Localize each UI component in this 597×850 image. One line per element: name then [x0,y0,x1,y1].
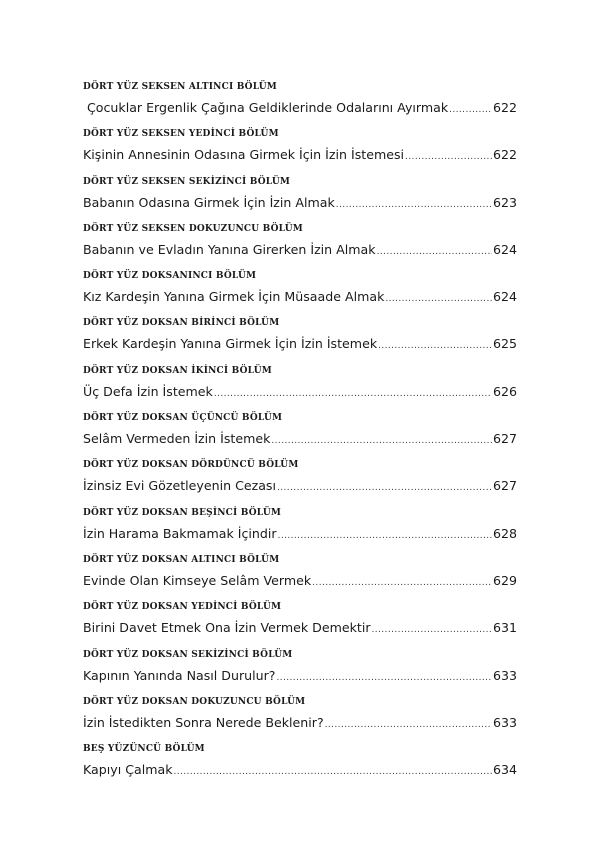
toc-entry [83,222,517,269]
toc-entry [83,80,517,127]
page-number: 627 [492,478,517,494]
chapter-title: Birini Davet Etmek Ona İzin Vermek Demektir [83,620,371,636]
page-number: 633 [492,667,517,683]
toc-line[interactable] [83,476,517,496]
toc-line[interactable] [83,618,517,638]
page-number: 629 [492,572,517,588]
toc-line[interactable] [83,240,517,260]
toc-entry [83,695,517,742]
dot-leader [385,289,492,309]
dot-leader [336,195,492,215]
dot-leader [372,620,492,640]
chapter-title: Selâm Vermeden İzin İstemek [83,431,271,447]
chapter-heading: DÖRT YÜZ DOKSAN İKİNCİ BÖLÜM [83,365,272,376]
chapter-heading: DÖRT YÜZ DOKSAN BEŞİNCİ BÖLÜM [83,507,282,518]
dot-leader [312,573,492,593]
chapter-title: Üç Defa İzin İstemek [83,383,213,399]
chapter-title: Kişinin Annesinin Odasına Girmek İçin İzin İstemesi [83,147,405,163]
page-number: 622 [492,100,517,115]
chapter-title: Kapının Yanında Nasıl Durulur? [83,667,276,683]
chapter-title: İzinsiz Evi Gözetleyenin Cezası [83,478,276,494]
toc-line[interactable] [83,713,517,733]
toc-entry [83,127,517,174]
chapter-heading: DÖRT YÜZ DOKSANINCI BÖLÜM [83,271,257,282]
page-number: 623 [492,194,517,210]
page-number: 634 [492,762,517,778]
toc-line[interactable] [83,193,517,213]
dot-leader [278,526,492,546]
toc-line[interactable] [83,524,517,544]
toc-entry [83,458,517,505]
dot-leader [378,336,492,356]
dot-leader [271,431,492,451]
dot-leader [277,478,492,498]
toc-line[interactable] [83,571,517,591]
toc-line[interactable] [83,382,517,402]
dot-leader [405,147,492,167]
chapter-heading: DÖRT YÜZ DOKSAN ALTINCI BÖLÜM [83,554,280,565]
toc-entry [83,364,517,411]
toc-line[interactable] [83,429,517,449]
page-number: 626 [492,383,517,399]
chapter-title: İzin İstedikten Sonra Nerede Beklenir? [83,714,324,730]
chapter-title: Kız Kardeşin Yanına Girmek İçin Müsaade Almak [83,289,385,305]
toc-entry [83,648,517,695]
toc-entry [83,316,517,363]
page-number: 633 [492,714,517,730]
chapter-title: Babanın ve Evladın Yanına Girerken İzin Almak [83,241,376,257]
toc-line[interactable] [83,287,517,307]
dot-leader [449,100,492,120]
page-number: 622 [492,147,517,163]
chapter-title: Kapıyı Çalmak [83,762,173,778]
table-of-contents [83,80,517,789]
page-number: 624 [492,241,517,257]
chapter-heading: DÖRT YÜZ SEKSEN ALTINCI BÖLÜM [83,82,277,92]
toc-entry [83,175,517,222]
page-number: 628 [492,525,517,541]
page-number: 624 [492,289,517,305]
toc-line[interactable] [83,98,517,118]
chapter-heading: DÖRT YÜZ DOKSAN BİRİNCİ BÖLÜM [83,318,280,329]
dot-leader [325,715,492,735]
chapter-title: Evinde Olan Kimseye Selâm Vermek [83,572,312,588]
chapter-heading: DÖRT YÜZ DOKSAN SEKİZİNCİ BÖLÜM [83,649,293,660]
dot-leader [276,668,492,688]
toc-entry [83,411,517,458]
chapter-heading: DÖRT YÜZ DOKSAN ÜÇÜNCÜ BÖLÜM [83,413,283,424]
chapter-heading: DÖRT YÜZ SEKSEN DOKUZUNCU BÖLÜM [83,223,303,234]
toc-entry [83,506,517,553]
dot-leader [214,384,492,404]
chapter-title: Babanın Odasına Girmek İçin İzin Almak [83,194,335,210]
dot-leader [174,762,492,782]
chapter-heading: BEŞ YÜZÜNCÜ BÖLÜM [83,744,205,755]
chapter-title: Erkek Kardeşin Yanına Girmek İçin İzin İstemek [83,336,378,352]
chapter-heading: DÖRT YÜZ DOKSAN DÖRDÜNCÜ BÖLÜM [83,460,299,471]
chapter-heading: DÖRT YÜZ SEKSEN YEDİNCİ BÖLÜM [83,129,279,140]
toc-entry [83,269,517,316]
chapter-heading: DÖRT YÜZ SEKSEN SEKİZİNCİ BÖLÜM [83,176,291,187]
dot-leader [377,242,492,262]
chapter-heading: DÖRT YÜZ DOKSAN YEDİNCİ BÖLÜM [83,602,282,613]
toc-line[interactable] [83,666,517,686]
chapter-title: Çocuklar Ergenlik Çağına Geldiklerinde Odalarını Ayırmak [83,100,449,115]
toc-line[interactable] [83,145,517,165]
toc-entry [83,600,517,647]
toc-line[interactable] [83,334,517,354]
page-number: 631 [492,620,517,636]
toc-line[interactable] [83,760,517,780]
toc-entry [83,553,517,600]
page-number: 627 [492,431,517,447]
page-number: 625 [492,336,517,352]
toc-entry [83,742,517,789]
chapter-title: İzin Harama Bakmamak İçindir [83,525,277,541]
chapter-heading: DÖRT YÜZ DOKSAN DOKUZUNCU BÖLÜM [83,696,306,707]
